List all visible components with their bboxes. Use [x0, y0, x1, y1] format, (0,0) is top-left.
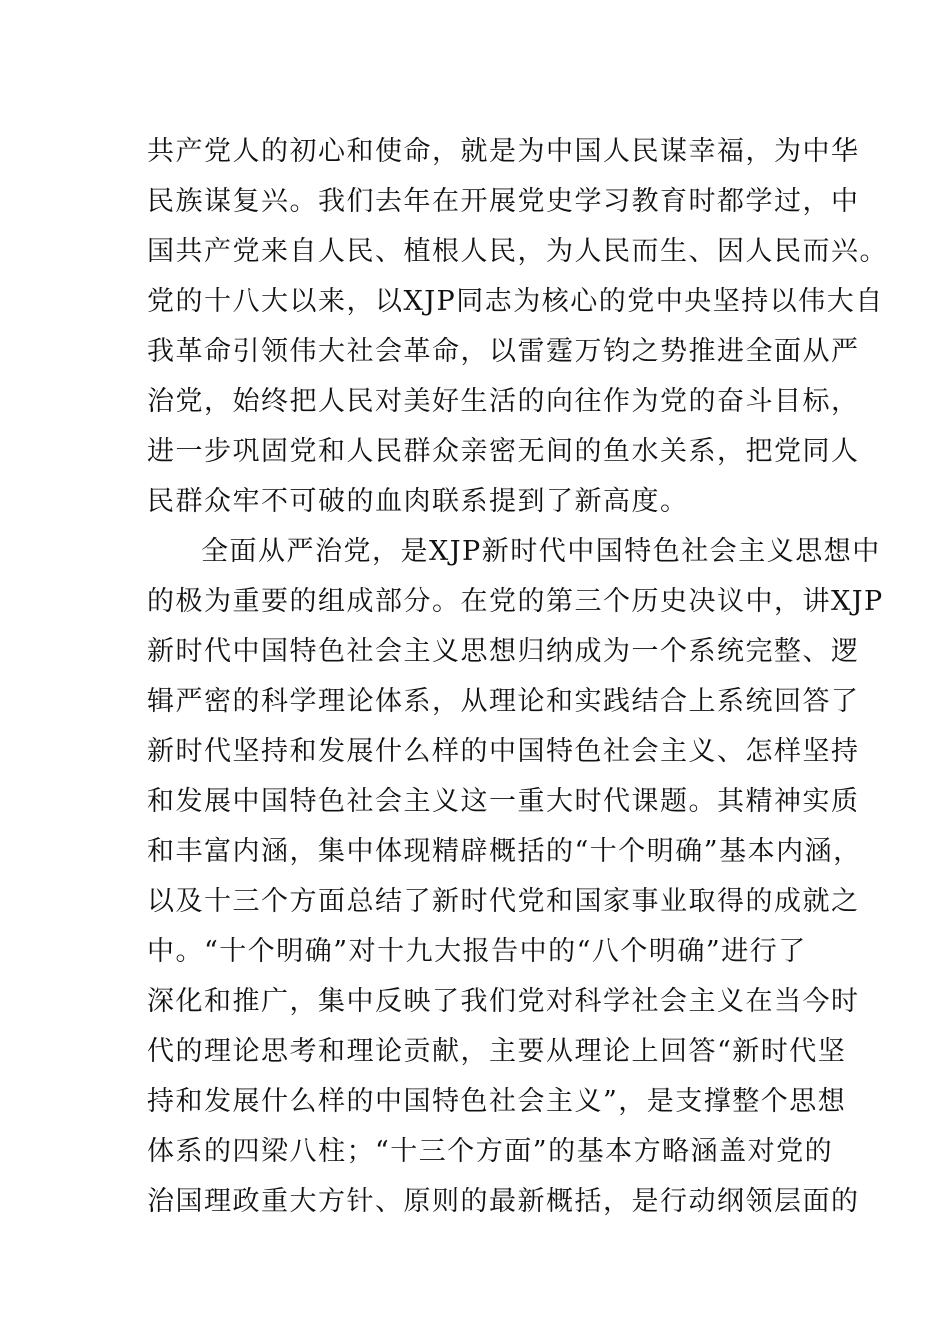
- text-line: 新时代中国特色社会主义思想归纳成为一个系统完整、逻: [147, 636, 860, 667]
- text-line: 辑严密的科学理论体系，从理论和实践结合上系统回答了: [147, 686, 860, 717]
- text-line: 深化和推广，集中反映了我们党对科学社会主义在当今时: [147, 986, 860, 1017]
- text-line: 治国理政重大方针、原则的最新概括，是行动纲领层面的: [147, 1186, 860, 1217]
- text-line: 国共产党来自人民、植根人民，为人民而生、因人民而兴。: [147, 236, 888, 267]
- text-line: 党的十八大以来，以XJP同志为核心的党中央坚持以伟大自: [147, 286, 884, 317]
- text-line: 代的理论思考和理论贡献，主要从理论上回答“新时代坚: [147, 1036, 847, 1067]
- text-line: 的极为重要的组成部分。在党的第三个历史决议中，讲XJP: [147, 586, 884, 617]
- text-line: 体系的四梁八柱；“十三个方面”的基本方略涵盖对党的: [147, 1136, 834, 1167]
- text-line: 和发展中国特色社会主义这一重大时代课题。其精神实质: [147, 786, 860, 817]
- text-line: 以及十三个方面总结了新时代党和国家事业取得的成就之: [147, 886, 860, 917]
- text-line: 持和发展什么样的中国特色社会主义”，是支撑整个思想: [147, 1086, 847, 1117]
- text-line: 我革命引领伟大社会革命，以雷霆万钧之势推进全面从严: [147, 336, 860, 367]
- text-line: 中。“十个明确”对十九大报告中的“八个明确”进行了: [147, 936, 807, 967]
- text-line: 和丰富内涵，集中体现精辟概括的“十个明确”基本内涵，: [147, 836, 862, 867]
- text-line: 治党，始终把人民对美好生活的向往作为党的奋斗目标，: [147, 386, 860, 417]
- text-line: 民群众牢不可破的血肉联系提到了新高度。: [147, 486, 689, 517]
- text-line: 新时代坚持和发展什么样的中国特色社会主义、怎样坚持: [147, 736, 860, 767]
- text-line: 进一步巩固党和人民群众亲密无间的鱼水关系，把党同人: [147, 436, 860, 467]
- text-line: 共产党人的初心和使命，就是为中国人民谋幸福，为中华: [147, 136, 860, 167]
- paragraph-start-line: 全面从严治党，是XJP新时代中国特色社会主义思想中: [201, 536, 881, 567]
- text-line: 民族谋复兴。我们去年在开展党史学习教育时都学过，中: [147, 186, 860, 217]
